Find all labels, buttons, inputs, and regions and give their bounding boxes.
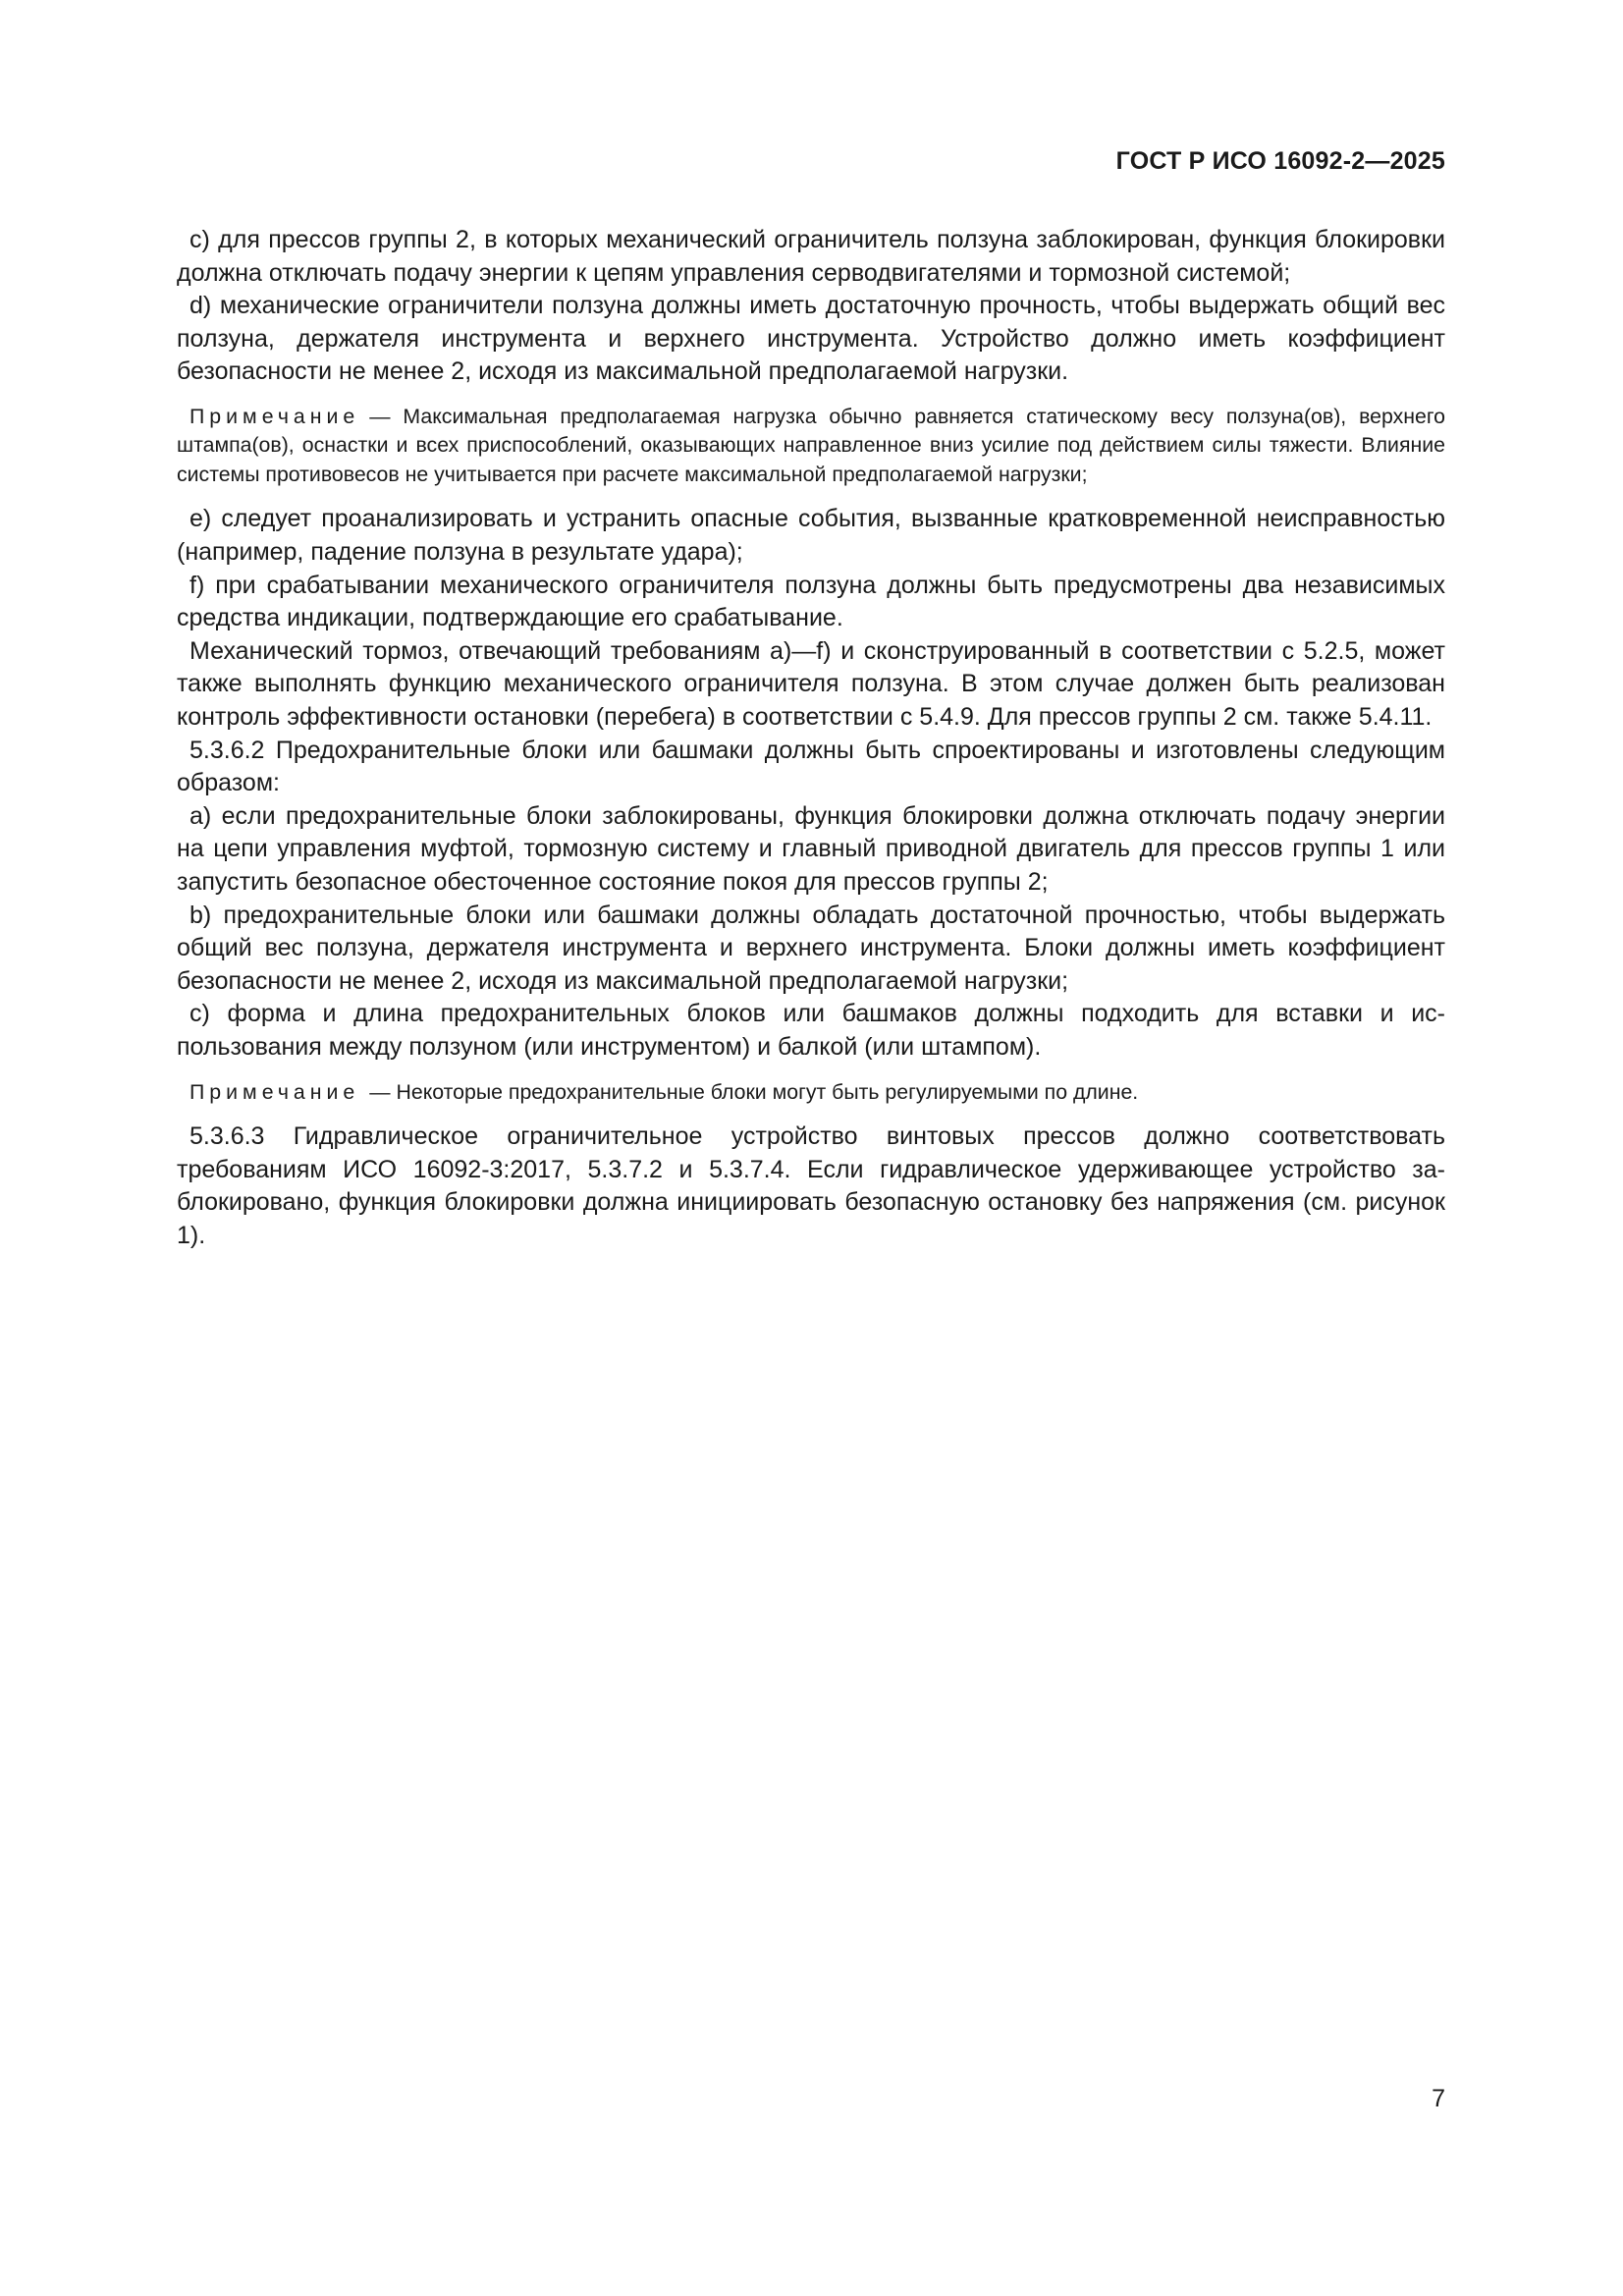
paragraph-f-indication: f) при срабатывании механического ограничителя ползуна должны быть предусмотрены два независимых средства индикации, подтверждающие его срабатывание. (177, 571, 1445, 632)
paragraph-d-limiters: d) механические ограничители ползуна должны иметь достаточную прочность, чтобы выдержать общий вес ползуна, держателя инструмента и верхнего инструмента. Устройство должно иметь коэффициент безопасности не менее 2, исходя из максимальной предполагаемой нагрузки. (177, 292, 1445, 386)
paragraph-e-hazards: e) следует проанализировать и устранить опасные события, вызванные кратковременной неисправностью (например, падение ползуна в результате удара); (177, 505, 1445, 567)
note-text: — Некоторые предохранительные блоки могут быть регулируемыми по длине. (369, 1079, 1139, 1104)
page-number: 7 (1432, 2085, 1445, 2112)
paragraph-b-strength: b) предохранительные блоки или башмаки должны обладать достаточной прочностью, чтобы выдержать общий вес ползуна, держателя инструмента и верхнего инструмента. Блоки должны иметь коэффициент безопасности не менее 2, исходя из максимальной предполагаемой нагрузки; (177, 901, 1445, 995)
document-header: ГОСТ Р ИСО 16092-2—2025 (1115, 147, 1445, 175)
document-body (177, 224, 1445, 1252)
note-adjustable-blocks (177, 1078, 1445, 1108)
paragraph-a-interlock: a) если предохранительные блоки заблокированы, функция блокировки должна отключать подачу энергии на цепи управления муфтой, тормозную систему и главный приводной двигатель для прессов группы 1 или запустить безопасное обесточенное состояние покоя для прессов группы 2; (177, 801, 1445, 896)
note-text: — Максимальная предполагаемая нагрузка обычно равняется статическому весу ползуна(ов), верхнего штампа(ов), оснастки и всех приспособлений, оказывающих направленное вниз усилие под действием силы тяжести. Влияние системы противовесов не учитывается при расчете максимальной предполагаемой нагрузки; (177, 404, 1445, 486)
note-max-load (177, 403, 1445, 490)
paragraph-mechanical-brake: Механический тормоз, отвечающий требованиям a)—f) и сконструированный в соответствии с 5.2.5, может также выполнять функцию механического ограничителя ползуна. В этом случае должен быть реализован контроль эффективности остановки (перебега) в соответствии с 5.4.9. Для прессов группы 2 см. также 5.4.11. (177, 636, 1445, 732)
note-label: Примечание (189, 1079, 360, 1104)
paragraph-c-shape: c) форма и длина предохранительных блоков или башмаков должны подходить для вставки и использования между ползуном (или инструментом) и балкой (или штампом). (177, 1000, 1445, 1061)
paragraph-5-3-6-3: 5.3.6.3 Гидравлическое ограничительное устройство винтовых прессов должно соответствовать требованиям ИСО 16092-3:2017, 5.3.7.2 и 5.3.7.4. Если гидравлическое удерживающее устройство заблокировано, функция блокировки должна инициировать безопасную остановку без напряжения (см. рисунок 1). (177, 1122, 1445, 1249)
note-label: Примечание (189, 404, 360, 428)
paragraph-5-3-6-2: 5.3.6.2 Предохранительные блоки или башмаки должны быть спроектированы и изготовлены следующим образом: (177, 736, 1445, 797)
paragraph-c-group2: c) для прессов группы 2, в которых механический ограничитель ползуна заблокирован, функция блокировки должна отключать подачу энергии к цепям управления серводвигателями и тормозной системой; (177, 226, 1445, 287)
